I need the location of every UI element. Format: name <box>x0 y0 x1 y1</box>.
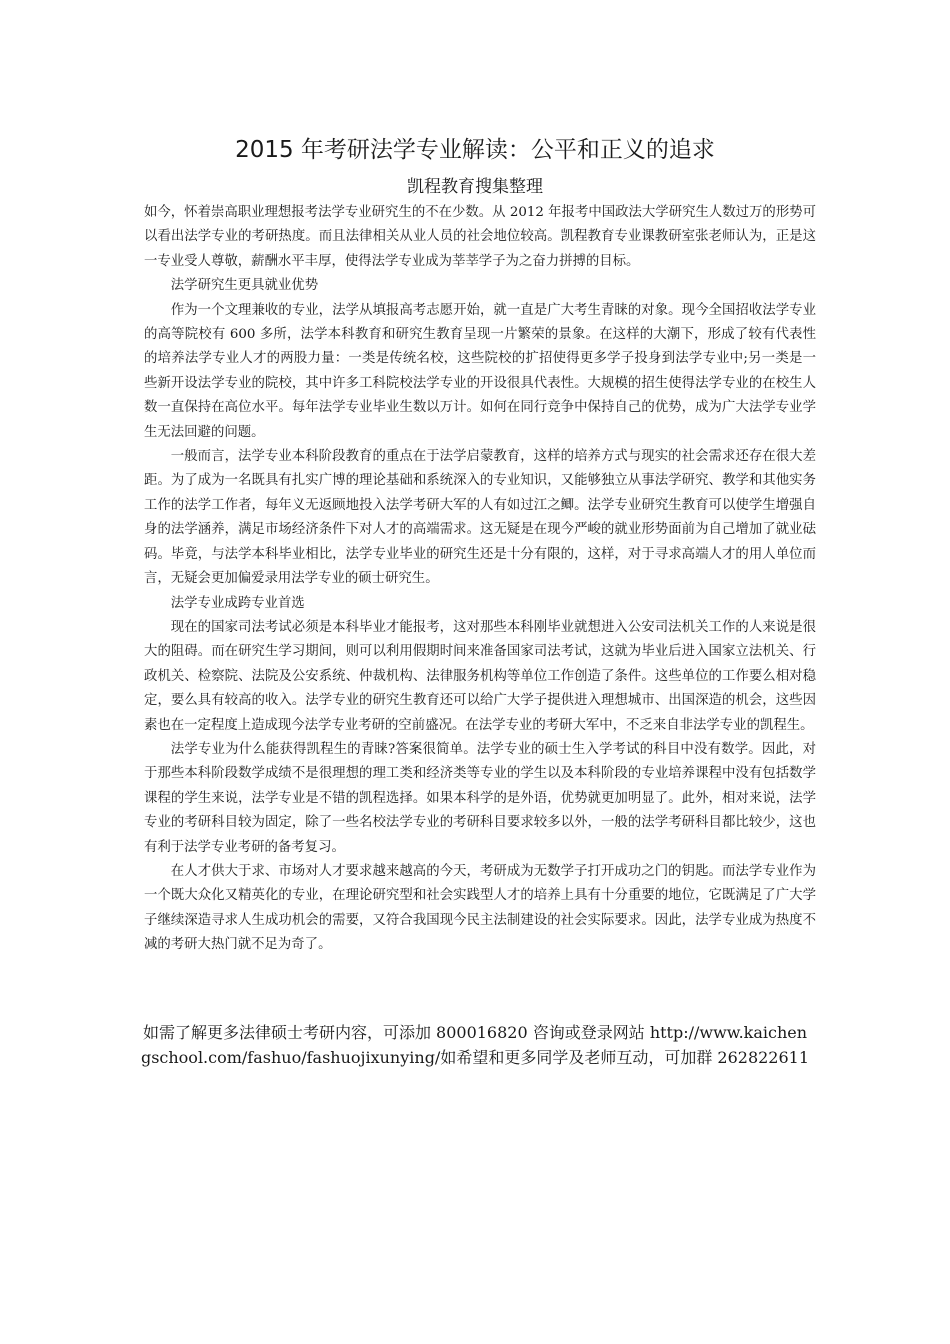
paragraph-intro: 如今，怀着崇高职业理想报考法学专业研究生的不在少数。从 2012 年报考中国政法大学研究生人数过万的形势可以看出法学专业的考研热度。而且法律相关从业人员的社会地位较高。凯程教育专业课教研室张老师认为，正是这一专业受人尊敬，薪酬水平丰厚，使得法学专业成为莘莘学子为之奋力拼搏的目标。 <box>144 205 816 269</box>
document-subtitle: 凯程教育搜集整理 <box>407 177 543 197</box>
section-heading-cross-major: 法学专业成跨专业首选 <box>170 595 305 611</box>
section-heading-employment: 法学研究生更具就业优势 <box>170 278 319 294</box>
paragraph: 作为一个文理兼收的专业，法学从填报高考志愿开始，就一直是广大考生青睐的对象。现今全国招收法学专业的高等院校有 600 多所，法学本科教育和研究生教育呈现一片繁荣的景象。在这样的大潮下，形成了较有代表性的培养法学专业人才的两股力量：一类是传统名校，这些院校的扩招使得更多学子投身到法学专业中;另一类是一些新开设法学专业的院校，其中许多工科院校法学专业的开设很具代表性。大规模的招生使得法学专业的在校生人数一直保持在高位水平。每年法学专业毕业生数以万计。如何在同行竞争中保持自己的优势，成为广大法学专业学生无法回避的问题。 <box>144 302 816 440</box>
paragraph: 现在的国家司法考试必须是本科毕业才能报考，这对那些本科刚毕业就想进入公安司法机关工作的人来说是很大的阻碍。而在研究生学习期间，则可以利用假期时间来准备国家司法考试，这就为毕业后进入国家立法机关、行政机关、检察院、法院及公安系统、仲裁机构、法律服务机构等单位工作创造了条件。这些单位的工作要么相对稳定，要么具有较高的收入。法学专业的研究生教育还可以给广大学子提供进入理想城市、出国深造的机会，这些因素也在一定程度上造成现今法学专业考研的空前盛况。在法学专业的考研大军中，不乏来自非法学专业的凯程生。 <box>144 619 816 733</box>
paragraph: 一般而言，法学专业本科阶段教育的重点在于法学启蒙教育，这样的培养方式与现实的社会需求还存在很大差距。为了成为一名既具有扎实广博的理论基础和系统深入的专业知识，又能够独立从事法学研究、教学和其他实务工作的法学工作者，每年义无返顾地投入法学考研大军的人有如过江之鲫。法学专业研究生教育可以使学生增强自身的法学涵养，满足市场经济条件下对人才的高端需求。这无疑是在现今严峻的就业形势面前为自己增加了就业砝码。毕竟，与法学本科毕业相比，法学专业毕业的研究生还是十分有限的，这样，对于寻求高端人才的用人单位而言，无疑会更加偏爱录用法学专业的硕士研究生。 <box>144 449 816 587</box>
paragraph: 法学专业为什么能获得凯程生的青睐?答案很简单。法学专业的硕士生入学考试的科目中没有数学。因此，对于那些本科阶段数学成绩不是很理想的理工类和经济类等专业的学生以及本科阶段的专业培养课程中没有包括数学课程的学生来说，法学专业是不错的凯程选择。如果本科学的是外语，优势就更加明显了。此外，相对来说，法学专业的考研科目较为固定，除了一些名校法学专业的考研科目要求较多以外，一般的法学考研科目都比较少，这也有利于法学专业考研的备考复习。 <box>144 741 816 855</box>
footer-contact: 如需了解更多法律硕士考研内容，可添加 800016820 咨询或登录网站 http://www.kaichengschool.com/fashuo/fashuojixunying/如希望和更多同学及老师互动，可加群 262822611 <box>140 1023 810 1067</box>
document-body <box>144 201 816 958</box>
paragraph: 在人才供大于求、市场对人才要求越来越高的今天，考研成为无数学子打开成功之门的钥匙。而法学专业作为一个既大众化又精英化的专业，在理论研究型和社会实践型人才的培养上具有十分重要的地位，它既满足了广大学子继续深造寻求人生成功机会的需要，又符合我国现今民主法制建设的社会实际要求。因此，法学专业成为热度不减的考研大热门就不足为奇了。 <box>144 863 816 953</box>
document-title: 2015 年考研法学专业解读：公平和正义的追求 <box>235 137 715 163</box>
